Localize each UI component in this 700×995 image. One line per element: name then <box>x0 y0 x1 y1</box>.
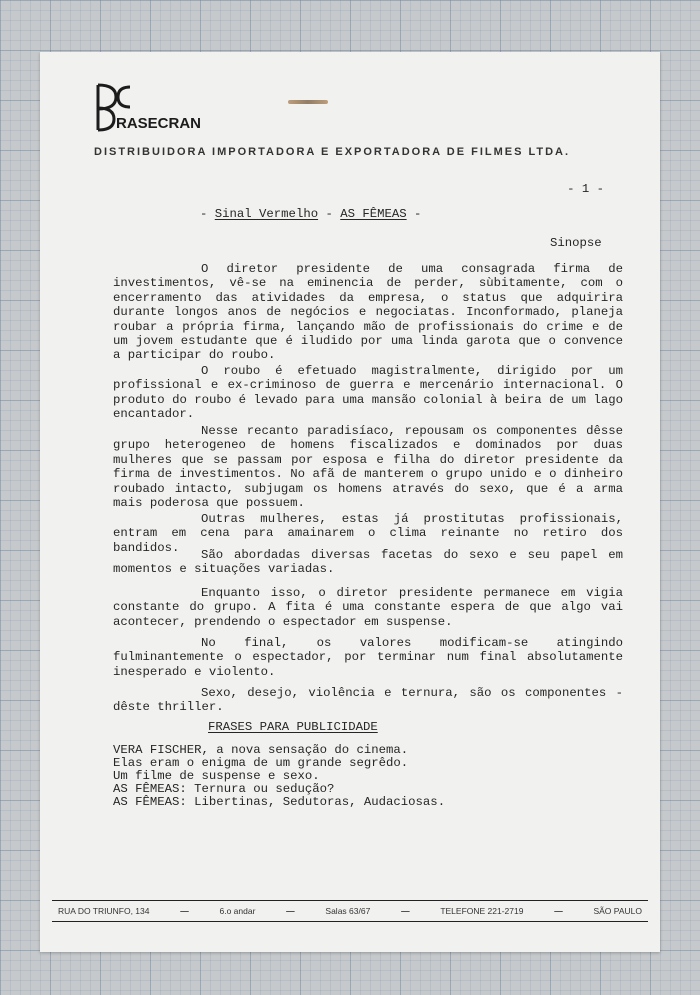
title-prefix: - <box>200 207 215 221</box>
phrase-line: AS FÊMEAS: Ternura ou sedução? <box>113 781 335 796</box>
footer-separator: — <box>286 906 295 916</box>
paragraph-6: Enquanto isso, o diretor presidente permanece em vigia constante do grupo. A fita é uma constante espera de que algo vai acontecer, prendendo o espectador em suspense. <box>113 586 623 629</box>
paragraph-4: Outras mulheres, estas já prostitutas profissionais, entram em cena para amainarem o clima reinante no retiro dos bandidos. <box>113 512 623 555</box>
page-number: - 1 - <box>567 182 604 196</box>
footer-address: RUA DO TRIUNFO, 134 <box>58 906 150 916</box>
footer-city: SÃO PAULO <box>593 906 642 916</box>
footer-separator: — <box>554 906 563 916</box>
letter-page <box>40 52 660 952</box>
phrase-line: Elas eram o enigma de um grande segrêdo. <box>113 755 409 770</box>
title-main: Sinal Vermelho <box>214 207 319 221</box>
paragraph-3: Nesse recanto paradisíaco, repousam os componentes dêsse grupo heterogeneo de homens fiscalizados e dominados por duas mulheres que se passam por esposa e filha do diretor presidente da firma de investimentos. No afã de manterem o grupo unido e o dinheiro roubado intacto, subjugam os homens através do sexo, que é a arma mais poderosa que possuem. <box>113 424 623 511</box>
company-name: DISTRIBUIDORA IMPORTADORA E EXPORTADORA DE FILMES LTDA. <box>94 146 571 158</box>
logo-brand-text: RASECRAN <box>116 115 202 132</box>
footer-rooms: Salas 63/67 <box>325 906 371 916</box>
company-logo <box>96 82 214 134</box>
paragraph-1: O diretor presidente de uma consagrada firma de investimentos, vê-se na eminencia de perder, sùbitamente, com o encerramento das atividades da empresa, o status que adquirira durante longos anos de negócios e negociatas. Inconformado, planeja roubar a própria firma, lançando mão de profissionais do crime e de um jovem estudante que é iludido por uma linda garota que o convence a participar do roubo. <box>113 262 623 363</box>
tape-mark <box>288 100 328 104</box>
phrase-line: AS FÊMEAS: Libertinas, Sedutoras, Audaciosas. <box>113 794 446 809</box>
phrase-line: VERA FISCHER, a nova sensação do cinema. <box>113 743 409 757</box>
phrases-list <box>113 744 445 809</box>
footer-floor: 6.o andar <box>219 906 256 916</box>
footer-phone: TELEFONE 221-2719 <box>440 906 524 916</box>
title-sep: - <box>318 207 341 221</box>
footer-separator: — <box>401 906 410 916</box>
footer-separator: — <box>180 906 189 916</box>
phrases-heading: FRASES PARA PUBLICIDADE <box>208 720 378 734</box>
phrase-line: Um filme de suspense e sexo. <box>113 768 320 783</box>
title-sub: AS FÊMEAS <box>340 207 407 221</box>
paragraph-7: No final, os valores modificam-se atingindo fulminantemente o espectador, por terminar num final absolutamente inesperado e violento. <box>113 636 623 679</box>
letter-footer <box>52 900 648 922</box>
document-title <box>200 207 421 221</box>
section-label: Sinopse <box>550 236 602 250</box>
paragraph-2: O roubo é efetuado magistralmente, dirigido por um profissional e ex-criminoso de guerra e mercenário internacional. O produto do roubo é levado para uma mansão colonial à beira de um lago encantador. <box>113 364 623 422</box>
title-suffix: - <box>406 207 422 221</box>
paragraph-5: São abordadas diversas facetas do sexo e seu papel em momentos e situações variadas. <box>113 548 623 577</box>
paragraph-8: Sexo, desejo, violência e ternura, são os componentes - dêste thriller. <box>113 686 623 715</box>
